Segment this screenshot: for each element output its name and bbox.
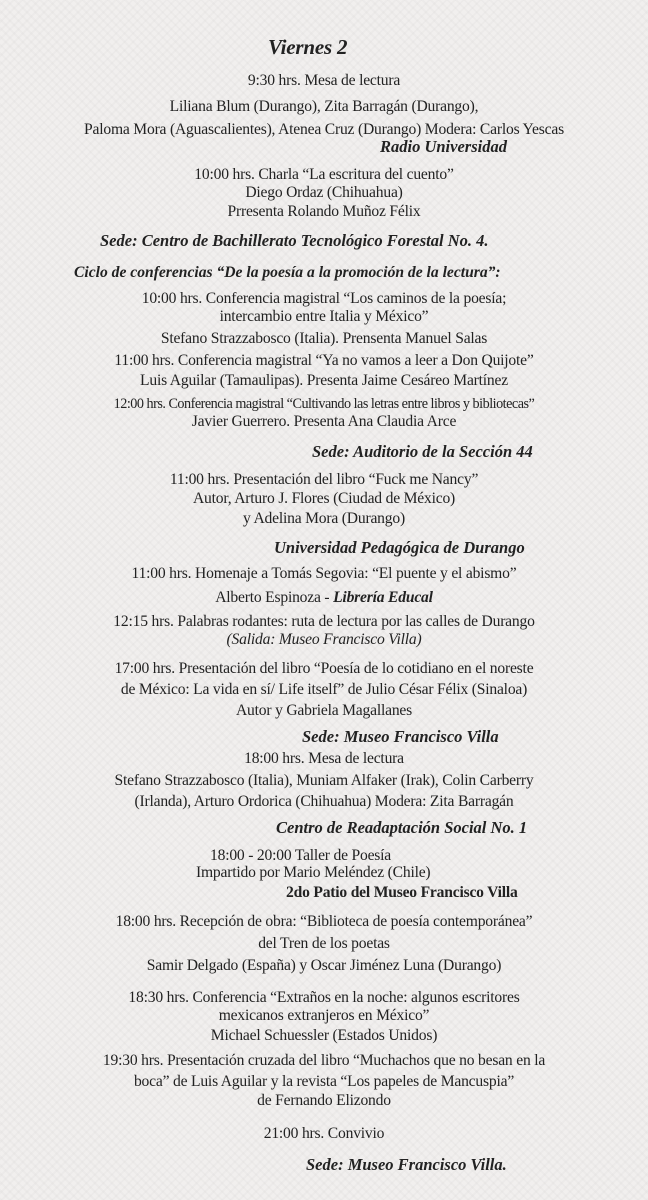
- event-participants: Samir Delgado (España) y Oscar Jiménez Luna (Durango): [146, 957, 502, 974]
- event-participants: Stefano Strazzabosco (Italia). Prensenta Manuel Salas: [160, 330, 488, 347]
- event-participants: Impartido por Mario Meléndez (Chile): [196, 864, 431, 881]
- event-time-line: 18:00 hrs. Recepción de obra: “Biblioteca de poesía contemporánea”: [115, 913, 533, 930]
- event-title-line: boca” de Luis Aguilar y la revista “Los papeles de Mancuspia”: [133, 1073, 515, 1090]
- page-title: Viernes 2: [268, 35, 348, 59]
- event-participants: Liliana Blum (Durango), Zita Barragán (Durango),: [169, 98, 479, 115]
- venue-heading: Sede: Auditorio de la Sección 44: [312, 442, 533, 461]
- event-title-line: de México: La vida en sí/ Life itself” de Julio César Félix (Sinaloa): [120, 681, 528, 698]
- event-time-line: 11:00 hrs. Homenaje a Tomás Segovia: “El puente y el abismo”: [131, 565, 517, 582]
- venue-heading: Universidad Pedagógica de Durango: [274, 538, 525, 557]
- event-participants: [0, 589, 648, 607]
- event-title-line: del Tren de los poetas: [258, 935, 390, 952]
- event-participants: Luis Aguilar (Tamaulipas). Presenta Jaime Cesáreo Martínez: [140, 372, 508, 389]
- venue-heading: Sede: Museo Francisco Villa.: [306, 1155, 507, 1174]
- event-time-line: 9:30 hrs. Mesa de lectura: [247, 72, 401, 89]
- event-time-line: 21:00 hrs. Convivio: [263, 1125, 385, 1142]
- event-time-line: 18:30 hrs. Conferencia “Extraños en la noche: algunos escritores: [128, 989, 520, 1006]
- event-time-line: 10:00 hrs. Conferencia magistral “Los caminos de la poesía;: [141, 290, 507, 307]
- event-participants: y Adelina Mora (Durango): [243, 510, 405, 527]
- event-participants: Michael Schuessler (Estados Unidos): [210, 1027, 438, 1044]
- participant-name: Alberto Espinoza -: [215, 589, 334, 606]
- venue-heading: Sede: Museo Francisco Villa: [302, 727, 499, 746]
- event-departure: (Salida: Museo Francisco Villa): [226, 631, 422, 648]
- event-time-line: 11:00 hrs. Conferencia magistral “Ya no vamos a leer a Don Quijote”: [114, 352, 534, 369]
- event-time-line: 17:00 hrs. Presentación del libro “Poesía de lo cotidiano en el noreste: [114, 660, 534, 677]
- event-participants: Paloma Mora (Aguascalientes), Atenea Cruz (Durango) Modera: Carlos Yescas: [84, 121, 564, 138]
- venue-heading: Sede: Centro de Bachillerato Tecnológico Forestal No. 4.: [100, 231, 489, 250]
- section-heading: Ciclo de conferencias “De la poesía a la promoción de la lectura”:: [74, 264, 501, 281]
- event-participants: Diego Ordaz (Chihuahua): [245, 184, 403, 201]
- event-time-line: 11:00 hrs. Presentación del libro “Fuck me Nancy”: [169, 471, 479, 488]
- venue-heading: 2do Patio del Museo Francisco Villa: [286, 884, 518, 901]
- event-participants: Autor, Arturo J. Flores (Ciudad de México): [192, 490, 456, 507]
- event-title-line: intercambio entre Italia y México”: [219, 308, 429, 325]
- event-time-line: 18:00 hrs. Mesa de lectura: [244, 750, 404, 767]
- event-time-line: 10:00 hrs. Charla “La escritura del cuento”: [194, 166, 454, 183]
- event-participants: Javier Guerrero. Presenta Ana Claudia Arce: [191, 413, 457, 430]
- venue-inline: Librería Educal: [333, 589, 433, 606]
- event-participants: (Irlanda), Arturo Ordorica (Chihuahua) Modera: Zita Barragán: [134, 793, 514, 810]
- event-participants: Autor y Gabriela Magallanes: [235, 702, 413, 719]
- event-time-line: 18:00 - 20:00 Taller de Poesía: [210, 847, 392, 864]
- event-time-line: 19:30 hrs. Presentación cruzada del libro “Muchachos que no besan en la: [102, 1052, 546, 1069]
- event-participants: Stefano Strazzabosco (Italia), Muniam Alfaker (Irak), Colin Carberry: [114, 772, 534, 789]
- event-participants: de Fernando Elizondo: [257, 1092, 391, 1109]
- event-time-line: 12:00 hrs. Conferencia magistral “Cultivando las letras entre libros y bibliotecas”: [113, 396, 535, 412]
- event-time-line: 12:15 hrs. Palabras rodantes: ruta de lectura por las calles de Durango: [113, 613, 535, 630]
- event-title-line: mexicanos extranjeros en México”: [218, 1007, 430, 1024]
- venue-heading: Radio Universidad: [380, 137, 507, 156]
- event-participants: Prresenta Rolando Muñoz Félix: [227, 203, 421, 220]
- venue-heading: Centro de Readaptación Social No. 1: [276, 818, 528, 837]
